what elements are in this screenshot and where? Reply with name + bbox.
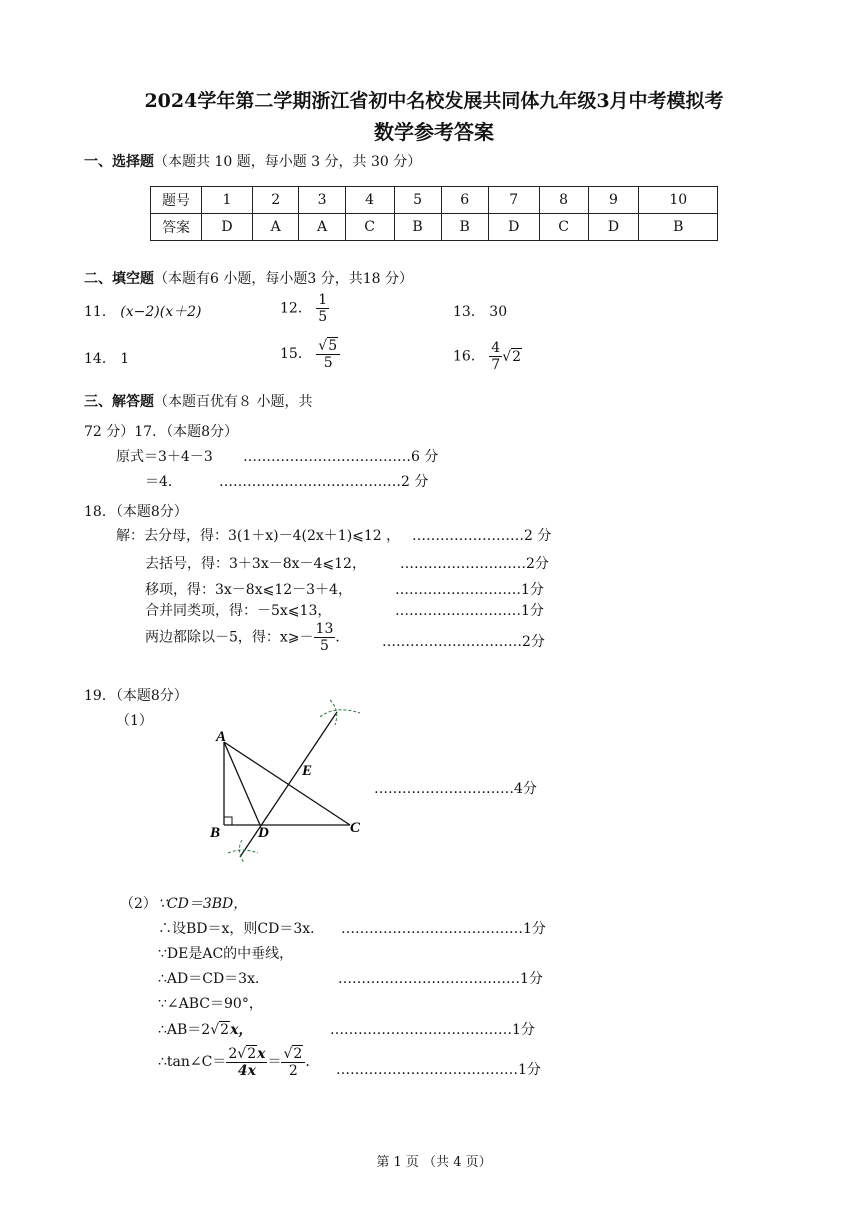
q18-step5-dots: …………………………2分 [382,634,545,650]
page-title: 2024学年第二学期浙江省初中名校发展共同体九年级3月中考模拟考 [144,90,724,112]
table-cell: 10 [639,187,718,214]
q18-step1: 解：去分母，得：3(1＋x)－4(2x＋1)⩽12 ， [116,528,401,544]
q19-line7-dots: …………………………………1分 [336,1062,541,1078]
table-cell: B [394,214,441,241]
table-cell: D [488,214,539,241]
table-cell: D [588,214,639,241]
q19-figure-dots: …………………………4分 [374,781,537,797]
q19-line4: ∴AD＝CD＝3x． [158,971,269,987]
q17-line1: 原式＝3＋4－3 [116,449,213,465]
label-d: D [258,825,269,841]
q18-step1-dots: ……………………2 分 [412,528,552,544]
page-footer: 第 1 页 （共 4 页） [376,1155,492,1170]
label-c: C [350,820,361,836]
q19-line6-dots: …………………………………1分 [330,1022,535,1038]
table-cell: 9 [588,187,639,214]
answer-12: 12． $\frac{1}{5}$ [280,292,328,326]
table-row-numbers [151,187,718,214]
table-cell: A [252,214,298,241]
q18-header: 18．（本题8分） [84,504,188,520]
table-cell: B [639,214,718,241]
q19-part2-label: （2） [120,896,157,912]
table-cell: A [299,214,345,241]
label-a: A [216,729,227,745]
q19-line2-dots: …………………………………1分 [341,921,546,937]
table-row-label: 题号 [151,187,202,214]
q17-dots2: …………………………………2 分 [219,474,429,490]
table-cell: 1 [202,187,253,214]
fraction: √ $\frac{2}{2}$ [281,1045,305,1079]
answer-table [150,186,718,241]
table-cell: 3 [299,187,345,214]
table-cell: 6 [441,187,488,214]
table-cell: 4 [345,187,394,214]
answer-13: 13． 30 [453,304,508,320]
section1-heading: 一、选择题（本题共 10 题，每小题 3 分，共 30 分） [84,154,422,170]
q19-part1-label: （1） [116,713,153,729]
table-cell: 2 [252,187,298,214]
table-row-label: 答案 [151,214,202,241]
table-cell: 8 [539,187,588,214]
fraction: $\frac{1}{5}$ [318,292,328,326]
label-b: B [210,825,221,841]
q18-step3: 移项，得：3x－8x⩽12－3＋4， [145,582,352,598]
q19-line7: ∴tan∠C＝ $\frac{2√ 2x}{4x}$ ＝ √ $\frac{2}{2}$ ． [158,1045,319,1079]
q19-header: 19．（本题8分） [84,688,188,704]
table-cell: D [202,214,253,241]
section3-heading: 三、解答题（本题百优有８ 小题，共 [84,394,313,410]
q18-step4: 合并同类项，得：－5x⩽13， [145,603,332,619]
triangle-figure [200,695,380,870]
q18-step4-dots: ………………………1分 [395,603,544,619]
answer-14: 14． 1 [84,351,130,367]
table-row-answers [151,214,718,241]
table-cell: 5 [394,187,441,214]
fraction: $\frac{2√ 2x}{4x}$ [226,1045,267,1079]
q19-line3: ∵DE是AC的中垂线， [158,946,294,962]
q18-step2: 去括号，得：3＋3x－8x－4⩽12， [145,556,366,572]
q19-line1: ∵CD＝3BD， [158,896,248,912]
q17-header: 72 分）17．（本题8分） [84,424,238,440]
q17-dots1: ………………………………6 分 [243,449,439,465]
q19-line4-dots: …………………………………1分 [338,971,543,987]
table-cell: B [441,214,488,241]
fraction: $\frac{13}{5}$ [315,621,334,655]
table-cell: C [539,214,588,241]
fraction: √ $\frac{5}{5}$ [316,337,340,371]
q18-step5: 两边都除以－5，得：x⩾－ $\frac{13}{5}$ ． [145,621,350,655]
q19-line2: ∴设BD＝x，则CD＝3x． [158,921,325,937]
table-cell: C [345,214,394,241]
q19-line6: ∴AB＝2√ 2x， [158,1019,252,1039]
q18-step3-dots: ………………………1分 [395,582,544,598]
section2-heading: 二、填空题（本题有6 小题，每小题3 分，共18 分） [84,271,413,287]
q19-line5: ∵∠ABC＝90°， [158,996,263,1012]
q18-step2-dots: ………………………2分 [400,556,549,572]
answer-16: 16． $\frac{4}{7}$ √ 2 [453,340,522,373]
q17-line2: ＝4． [145,474,182,490]
table-cell: 7 [488,187,539,214]
fraction: $\frac{4}{7}$ [491,340,501,374]
answer-15: 15． √ $\frac{5}{5}$ [280,337,340,371]
page-subtitle: 数学参考答案 [374,120,494,144]
answer-11: 11． (x−2)(x＋2) [84,304,202,320]
label-e: E [302,763,313,779]
